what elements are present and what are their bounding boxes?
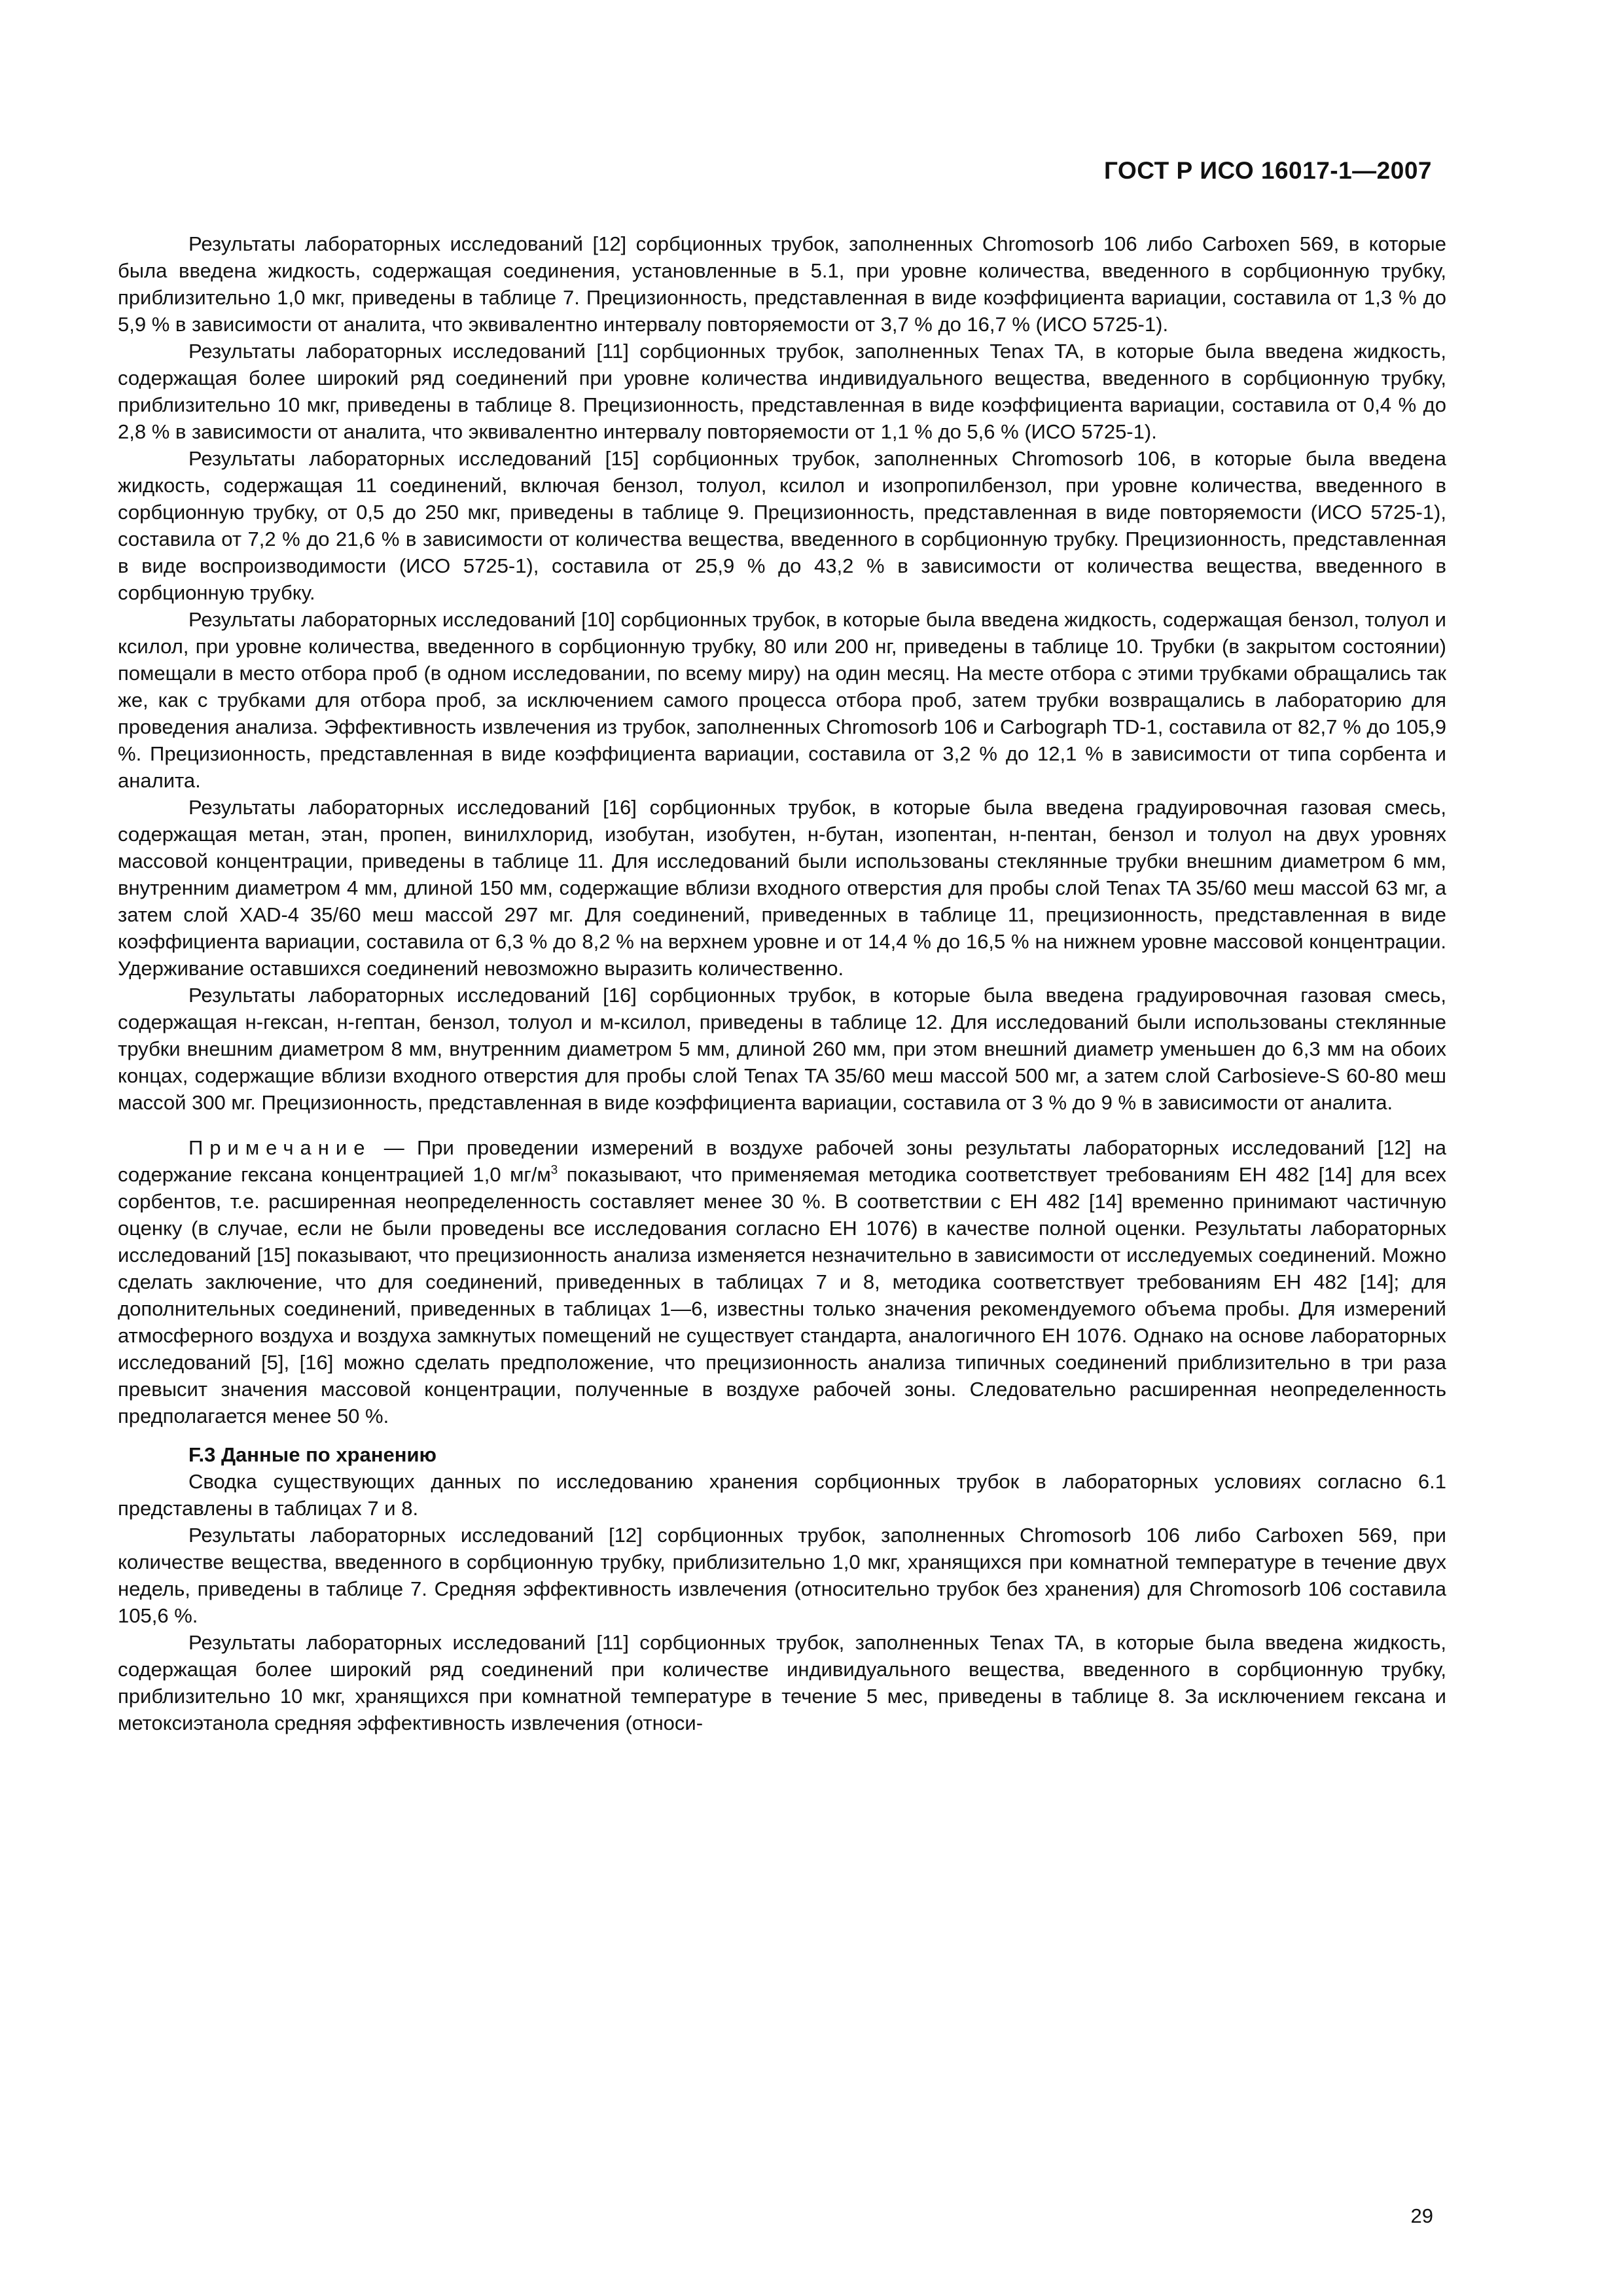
- paragraph-4: Результаты лабораторных исследований [10] сорбционных трубок, в которые была введена жидкость, содержащая бензол, толуол и ксилол, при уровне количества, введенного в сорбционную трубку, 80 или 200 нг, приведены в таблице 10. Трубки (в закрытом состоянии) помещали в место отбора проб (в одном исследовании, по всему миру) на один месяц. На месте отбора с этими трубками обращались так же, как с трубками для отбора проб, за исключением самого процесса отбора проб, затем трубки возвращались в лабораторию для проведения анализа. Эффективность извлечения из трубок, заполненных Chromosorb 106 и Carbograph TD-1, составила от 82,7 % до 105,9 %. Прецизионность, представленная в виде коэффициента вариации, составила от 3,2 % до 12,1 % в зависимости от типа сорбента и аналита.: [118, 608, 1446, 792]
- note-label: Примечание: [188, 1136, 372, 1159]
- paragraph-3: Результаты лабораторных исследований [15] сорбционных трубок, заполненных Chromosorb 106, в которые была введена жидкость, содержащая 11 соединений, включая бензол, толуол, ксилол и изопропилбензол, при уровне количества, введенного в сорбционную трубку, от 0,5 до 250 мкг, приведены в таблице 9. Прецизионность, представленная в виде повторяемости (ИСО 5725-1), составила от 7,2 % до 21,6 % в зависимости от количества вещества, введенного в сорбционную трубку. Прецизионность, представленная в виде воспроизводимости (ИСО 5725-1), составила от 25,9 % до 43,2 % в зависимости от количества вещества, введенного в сорбционную трубку.: [118, 447, 1446, 604]
- page-number: 29: [1410, 2204, 1433, 2227]
- document-header: ГОСТ Р ИСО 16017-1—2007: [1104, 157, 1432, 184]
- note-superscript: 3: [550, 1163, 558, 1177]
- section-paragraph-3: Результаты лабораторных исследований [11] сорбционных трубок, заполненных Tenax TA, в которые была введена жидкость, содержащая более широкий ряд соединений при количестве индивидуального вещества, введенного в сорбционную трубку, приблизительно 10 мкг, хранящихся при комнатной температуре в течение 5 мес, приведены в таблице 8. За исключением гексана и метоксиэтанола средняя эффективность извлечения (относи-: [118, 1631, 1446, 1734]
- note-text-start: При проведении измерений в воздухе рабочей зоны результаты лабораторных исследований [12] на содержание гексана концентрацией 1,0 мг/м: [118, 1136, 1446, 1186]
- note-dash: —: [371, 1136, 417, 1159]
- paragraph-6: Результаты лабораторных исследований [16] сорбционных трубок, в которые была введена градуировочная газовая смесь, содержащая н-гексан, н-гептан, бензол, толуол и м-ксилол, приведены в таблице 12. Для исследований были использованы стеклянные трубки внешним диаметром 8 мм, внутренним диаметром 5 мм, длиной 260 мм, при этом внешний диаметр уменьшен до 6,3 мм на обоих концах, содержащие вблизи входного отверстия для пробы слой Tenax TA 35/60 меш массой 500 мг, а затем слой Carbosieve-S 60-80 меш массой 300 мг. Прецизионность, представленная в виде коэффициента вариации, составила от 3 % до 9 % в зависимости от аналита.: [118, 984, 1446, 1114]
- section-heading: F.3 Данные по хранению: [188, 1443, 437, 1466]
- note-text-end: показывают, что применяемая методика соответствует требованиям ЕН 482 [14] для всех сорбентов, т.е. расширенная неопределенность составляет менее 30 %. В соответствии с ЕН 482 [14] временно принимают частичную оценку (в случае, если не были проведены все исследования согласно ЕН 1076) в качестве полной оценки. Результаты лабораторных исследований [15] показывают, что прецизионность анализа изменяется незначительно в зависимости от исследуемых соединений. Можно сделать заключение, что для соединений, приведенных в таблицах 7 и 8, методика соответствует требованиям ЕН 482 [14]; для дополнительных соединений, приведенных в таблицах 1—6, известны только значения рекомендуемого объема пробы. Для измерений атмосферного воздуха и воздуха замкнутых помещений не существует стандарта, аналогичного ЕН 1076. Однако на основе лабораторных исследований [5], [16] можно сделать предположение, что прецизионность анализа типичных соединений приблизительно в три раза превысит значения массовой концентрации, полученные в воздухе рабочей зоны. Следовательно расширенная неопределенность предполагается менее 50 %.: [118, 1163, 1446, 1427]
- note-paragraph: [118, 1134, 1446, 1429]
- paragraph-5: Результаты лабораторных исследований [16] сорбционных трубок, в которые была введена градуировочная газовая смесь, содержащая метан, этан, пропен, винилхлорид, изобутан, изобутен, н-бутан, изопентан, н-пентан, бензол и толуол на двух уровнях массовой концентрации, приведены в таблице 11. Для исследований были использованы стеклянные трубки внешним диаметром 6 мм, внутренним диаметром 4 мм, длиной 150 мм, содержащие вблизи входного отверстия для пробы слой Tenax TA 35/60 меш массой 63 мг, а затем слой XAD-4 35/60 меш массой 297 мг. Для соединений, приведенных в таблице 11, прецизионность, представленная в виде коэффициента вариации, составила от 6,3 % до 8,2 % на верхнем уровне и от 14,4 % до 16,5 % на нижнем уровне массовой концентрации. Удерживание оставшихся соединений невозможно выразить количественно.: [118, 796, 1446, 980]
- section-paragraph-1: Сводка существующих данных по исследованию хранения сорбционных трубок в лабораторных условиях согласно 6.1 представлены в таблицах 7 и 8.: [118, 1470, 1446, 1520]
- paragraph-1: Результаты лабораторных исследований [12] сорбционных трубок, заполненных Chromosorb 106 либо Carboxen 569, в которые была введена жидкость, содержащая соединения, установленные в 5.1, при уровне количества, введенного в сорбционную трубку, приблизительно 1,0 мкг, приведены в таблице 7. Прецизионность, представленная в виде коэффициента вариации, составила от 1,3 % до 5,9 % в зависимости от аналита, что эквивалентно интервалу повторяемости от 3,7 % до 16,7 % (ИСО 5725-1).: [118, 232, 1446, 336]
- paragraph-2: Результаты лабораторных исследований [11] сорбционных трубок, заполненных Tenax TA, в которые была введена жидкость, содержащая более широкий ряд соединений при уровне количества индивидуального вещества, введенного в сорбционную трубку, приблизительно 10 мкг, приведены в таблице 8. Прецизионность, представленная в виде коэффициента вариации, составила от 0,4 % до 2,8 % в зависимости от аналита, что эквивалентно интервалу повторяемости от 1,1 % до 5,6 % (ИСО 5725-1).: [118, 340, 1446, 443]
- document-body: [118, 230, 1446, 1736]
- section-paragraph-2: Результаты лабораторных исследований [12] сорбционных трубок, заполненных Chromosorb 106 либо Carboxen 569, при количестве вещества, введенного в сорбционную трубку, приблизительно 1,0 мкг, хранящихся при комнатной температуре в течение двух недель, приведены в таблице 7. Средняя эффективность извлечения (относительно трубок без хранения) для Chromosorb 106 составила 105,6 %.: [118, 1524, 1446, 1627]
